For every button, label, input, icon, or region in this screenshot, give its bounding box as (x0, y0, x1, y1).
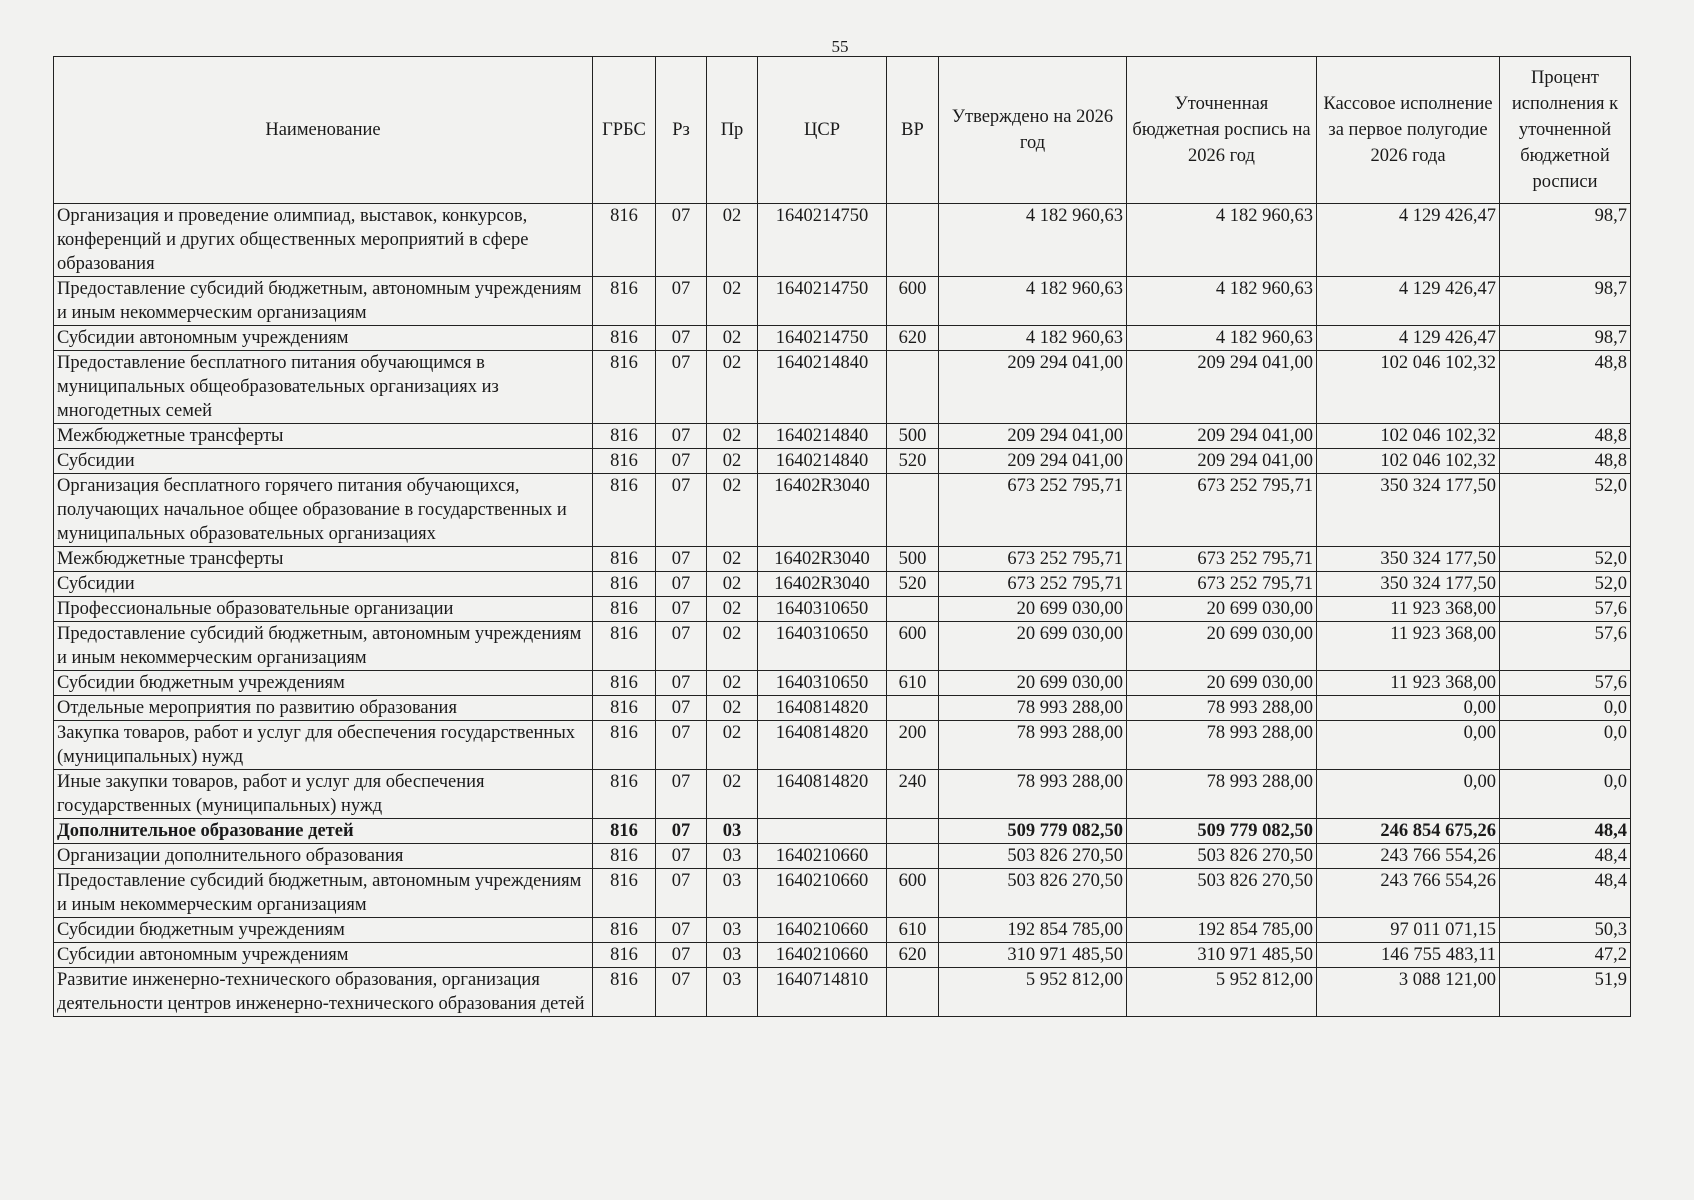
cell-pr: 02 (707, 424, 758, 449)
cell-executed: 350 324 177,50 (1317, 547, 1500, 572)
cell-percent: 50,3 (1500, 918, 1631, 943)
column-header-rz: Рз (656, 57, 707, 204)
cell-grbs: 816 (593, 819, 656, 844)
cell-grbs: 816 (593, 943, 656, 968)
column-header-csr: ЦСР (758, 57, 887, 204)
cell-executed: 243 766 554,26 (1317, 869, 1500, 918)
table-header-row (54, 57, 1631, 204)
table-row (54, 770, 1631, 819)
cell-csr: 1640310650 (758, 671, 887, 696)
cell-refined: 209 294 041,00 (1127, 449, 1317, 474)
cell-refined: 5 952 812,00 (1127, 968, 1317, 1017)
cell-vr: 620 (887, 943, 939, 968)
cell-executed: 0,00 (1317, 721, 1500, 770)
cell-refined: 673 252 795,71 (1127, 474, 1317, 547)
cell-vr: 520 (887, 449, 939, 474)
cell-name: Организация и проведение олимпиад, выставок, конкурсов, конференций и других общественных мероприятий в сфере образования (54, 204, 593, 277)
cell-executed: 4 129 426,47 (1317, 277, 1500, 326)
table-row (54, 597, 1631, 622)
cell-approved: 673 252 795,71 (939, 474, 1127, 547)
cell-rz: 07 (656, 424, 707, 449)
cell-approved: 192 854 785,00 (939, 918, 1127, 943)
cell-rz: 07 (656, 474, 707, 547)
table-row (54, 918, 1631, 943)
page-number: 55 (831, 37, 849, 56)
cell-executed: 102 046 102,32 (1317, 449, 1500, 474)
cell-name: Субсидии бюджетным учреждениям (54, 918, 593, 943)
cell-pr: 03 (707, 819, 758, 844)
cell-approved: 20 699 030,00 (939, 671, 1127, 696)
cell-executed: 3 088 121,00 (1317, 968, 1500, 1017)
cell-name: Предоставление субсидий бюджетным, автономным учреждениям и иным некоммерческим организациям (54, 277, 593, 326)
cell-rz: 07 (656, 326, 707, 351)
cell-grbs: 816 (593, 671, 656, 696)
cell-csr: 1640214840 (758, 424, 887, 449)
cell-vr: 600 (887, 277, 939, 326)
cell-grbs: 816 (593, 204, 656, 277)
cell-refined: 503 826 270,50 (1127, 844, 1317, 869)
cell-grbs: 816 (593, 844, 656, 869)
cell-refined: 209 294 041,00 (1127, 351, 1317, 424)
cell-rz: 07 (656, 671, 707, 696)
cell-grbs: 816 (593, 572, 656, 597)
cell-refined: 78 993 288,00 (1127, 770, 1317, 819)
cell-pr: 02 (707, 547, 758, 572)
cell-vr: 200 (887, 721, 939, 770)
cell-executed: 102 046 102,32 (1317, 351, 1500, 424)
cell-executed: 246 854 675,26 (1317, 819, 1500, 844)
cell-vr: 610 (887, 918, 939, 943)
cell-percent: 98,7 (1500, 204, 1631, 277)
table-row (54, 721, 1631, 770)
cell-rz: 07 (656, 277, 707, 326)
cell-grbs: 816 (593, 770, 656, 819)
cell-csr: 1640814820 (758, 696, 887, 721)
cell-percent: 98,7 (1500, 277, 1631, 326)
cell-csr: 1640814820 (758, 721, 887, 770)
cell-percent: 48,4 (1500, 869, 1631, 918)
cell-name: Субсидии (54, 572, 593, 597)
cell-executed: 4 129 426,47 (1317, 326, 1500, 351)
cell-percent: 0,0 (1500, 770, 1631, 819)
cell-executed: 11 923 368,00 (1317, 671, 1500, 696)
cell-pr: 03 (707, 968, 758, 1017)
cell-executed: 102 046 102,32 (1317, 424, 1500, 449)
cell-grbs: 816 (593, 622, 656, 671)
cell-grbs: 816 (593, 918, 656, 943)
cell-approved: 503 826 270,50 (939, 844, 1127, 869)
column-header-approved: Утверждено на 2026 год (939, 57, 1127, 204)
cell-grbs: 816 (593, 869, 656, 918)
table-row (54, 819, 1631, 844)
cell-approved: 4 182 960,63 (939, 204, 1127, 277)
column-header-refined: Уточненная бюджетная роспись на 2026 год (1127, 57, 1317, 204)
cell-name: Отдельные мероприятия по развитию образования (54, 696, 593, 721)
cell-csr: 16402R3040 (758, 572, 887, 597)
cell-name: Межбюджетные трансферты (54, 424, 593, 449)
cell-vr: 500 (887, 424, 939, 449)
cell-csr: 1640214750 (758, 277, 887, 326)
cell-pr: 02 (707, 671, 758, 696)
column-header-name: Наименование (54, 57, 593, 204)
table-row (54, 204, 1631, 277)
cell-executed: 350 324 177,50 (1317, 572, 1500, 597)
cell-name: Предоставление бесплатного питания обучающимся в муниципальных общеобразовательных организациях из многодетных семей (54, 351, 593, 424)
column-header-executed: Кассовое исполнение за первое полугодие 2026 года (1317, 57, 1500, 204)
cell-vr (887, 696, 939, 721)
cell-name: Субсидии автономным учреждениям (54, 326, 593, 351)
cell-rz: 07 (656, 351, 707, 424)
cell-name: Закупка товаров, работ и услуг для обеспечения государственных (муниципальных) нужд (54, 721, 593, 770)
cell-approved: 78 993 288,00 (939, 770, 1127, 819)
cell-name: Организация бесплатного горячего питания обучающихся, получающих начальное общее образование в государственных и муниципальных образовательных организациях (54, 474, 593, 547)
cell-name: Предоставление субсидий бюджетным, автономным учреждениям и иным некоммерческим организациям (54, 622, 593, 671)
cell-pr: 02 (707, 721, 758, 770)
cell-pr: 02 (707, 474, 758, 547)
cell-rz: 07 (656, 968, 707, 1017)
cell-percent: 48,4 (1500, 819, 1631, 844)
cell-approved: 209 294 041,00 (939, 449, 1127, 474)
cell-refined: 78 993 288,00 (1127, 721, 1317, 770)
cell-name: Организации дополнительного образования (54, 844, 593, 869)
cell-csr: 16402R3040 (758, 474, 887, 547)
cell-percent: 57,6 (1500, 622, 1631, 671)
cell-name: Развитие инженерно-технического образования, организация деятельности центров инженерно-технического образования детей (54, 968, 593, 1017)
cell-approved: 78 993 288,00 (939, 721, 1127, 770)
cell-csr: 1640214840 (758, 351, 887, 424)
cell-executed: 0,00 (1317, 770, 1500, 819)
cell-approved: 209 294 041,00 (939, 351, 1127, 424)
cell-approved: 209 294 041,00 (939, 424, 1127, 449)
cell-rz: 07 (656, 721, 707, 770)
cell-grbs: 816 (593, 597, 656, 622)
cell-approved: 4 182 960,63 (939, 277, 1127, 326)
cell-rz: 07 (656, 869, 707, 918)
cell-pr: 02 (707, 597, 758, 622)
table-row (54, 547, 1631, 572)
cell-csr (758, 819, 887, 844)
cell-csr: 1640210660 (758, 918, 887, 943)
cell-refined: 4 182 960,63 (1127, 277, 1317, 326)
cell-approved: 20 699 030,00 (939, 622, 1127, 671)
cell-grbs: 816 (593, 277, 656, 326)
cell-vr: 600 (887, 869, 939, 918)
cell-percent: 48,4 (1500, 844, 1631, 869)
cell-grbs: 816 (593, 721, 656, 770)
cell-pr: 02 (707, 622, 758, 671)
cell-refined: 673 252 795,71 (1127, 547, 1317, 572)
cell-refined: 209 294 041,00 (1127, 424, 1317, 449)
cell-csr: 1640714810 (758, 968, 887, 1017)
cell-vr (887, 351, 939, 424)
cell-vr: 500 (887, 547, 939, 572)
cell-name: Иные закупки товаров, работ и услуг для обеспечения государственных (муниципальных) нужд (54, 770, 593, 819)
cell-percent: 57,6 (1500, 671, 1631, 696)
cell-csr: 16402R3040 (758, 547, 887, 572)
cell-pr: 02 (707, 770, 758, 819)
cell-percent: 47,2 (1500, 943, 1631, 968)
table-row (54, 326, 1631, 351)
cell-pr: 02 (707, 449, 758, 474)
cell-refined: 503 826 270,50 (1127, 869, 1317, 918)
column-header-pr: Пр (707, 57, 758, 204)
cell-name: Субсидии бюджетным учреждениям (54, 671, 593, 696)
cell-name: Профессиональные образовательные организации (54, 597, 593, 622)
column-header-grbs: ГРБС (593, 57, 656, 204)
cell-executed: 4 129 426,47 (1317, 204, 1500, 277)
cell-approved: 310 971 485,50 (939, 943, 1127, 968)
cell-csr: 1640310650 (758, 622, 887, 671)
cell-grbs: 816 (593, 326, 656, 351)
cell-grbs: 816 (593, 696, 656, 721)
table-row (54, 671, 1631, 696)
cell-approved: 673 252 795,71 (939, 572, 1127, 597)
table-row (54, 869, 1631, 918)
cell-pr: 02 (707, 277, 758, 326)
cell-rz: 07 (656, 696, 707, 721)
cell-approved: 509 779 082,50 (939, 819, 1127, 844)
cell-pr: 03 (707, 869, 758, 918)
cell-percent: 51,9 (1500, 968, 1631, 1017)
cell-pr: 03 (707, 844, 758, 869)
cell-refined: 192 854 785,00 (1127, 918, 1317, 943)
cell-vr: 600 (887, 622, 939, 671)
table-row (54, 844, 1631, 869)
cell-percent: 98,7 (1500, 326, 1631, 351)
table-row (54, 696, 1631, 721)
table-row (54, 277, 1631, 326)
cell-refined: 509 779 082,50 (1127, 819, 1317, 844)
cell-percent: 0,0 (1500, 696, 1631, 721)
cell-pr: 02 (707, 572, 758, 597)
cell-grbs: 816 (593, 547, 656, 572)
cell-vr: 240 (887, 770, 939, 819)
cell-rz: 07 (656, 622, 707, 671)
cell-vr: 610 (887, 671, 939, 696)
cell-pr: 02 (707, 204, 758, 277)
cell-percent: 57,6 (1500, 597, 1631, 622)
table-row (54, 968, 1631, 1017)
cell-refined: 20 699 030,00 (1127, 597, 1317, 622)
cell-pr: 02 (707, 351, 758, 424)
cell-grbs: 816 (593, 449, 656, 474)
cell-refined: 4 182 960,63 (1127, 326, 1317, 351)
cell-grbs: 816 (593, 968, 656, 1017)
cell-executed: 350 324 177,50 (1317, 474, 1500, 547)
cell-percent: 52,0 (1500, 474, 1631, 547)
cell-csr: 1640310650 (758, 597, 887, 622)
cell-percent: 52,0 (1500, 572, 1631, 597)
cell-refined: 20 699 030,00 (1127, 671, 1317, 696)
cell-rz: 07 (656, 547, 707, 572)
budget-table (53, 56, 1631, 1017)
table-body (54, 204, 1631, 1017)
cell-vr (887, 597, 939, 622)
cell-refined: 310 971 485,50 (1127, 943, 1317, 968)
cell-vr (887, 204, 939, 277)
cell-rz: 07 (656, 844, 707, 869)
table-row (54, 449, 1631, 474)
cell-csr: 1640210660 (758, 844, 887, 869)
column-header-vr: ВР (887, 57, 939, 204)
cell-approved: 20 699 030,00 (939, 597, 1127, 622)
cell-csr: 1640814820 (758, 770, 887, 819)
cell-approved: 503 826 270,50 (939, 869, 1127, 918)
cell-percent: 52,0 (1500, 547, 1631, 572)
cell-refined: 78 993 288,00 (1127, 696, 1317, 721)
cell-rz: 07 (656, 204, 707, 277)
column-header-percent: Процент исполнения к уточненной бюджетной росписи (1500, 57, 1631, 204)
cell-name: Субсидии (54, 449, 593, 474)
cell-vr (887, 844, 939, 869)
cell-executed: 11 923 368,00 (1317, 597, 1500, 622)
cell-vr: 520 (887, 572, 939, 597)
cell-pr: 03 (707, 943, 758, 968)
cell-rz: 07 (656, 943, 707, 968)
cell-csr: 1640214840 (758, 449, 887, 474)
cell-pr: 02 (707, 326, 758, 351)
cell-csr: 1640210660 (758, 869, 887, 918)
cell-grbs: 816 (593, 424, 656, 449)
cell-rz: 07 (656, 597, 707, 622)
cell-vr (887, 474, 939, 547)
cell-name: Предоставление субсидий бюджетным, автономным учреждениям и иным некоммерческим организациям (54, 869, 593, 918)
cell-grbs: 816 (593, 474, 656, 547)
cell-percent: 0,0 (1500, 721, 1631, 770)
cell-rz: 07 (656, 449, 707, 474)
cell-percent: 48,8 (1500, 449, 1631, 474)
table-row (54, 943, 1631, 968)
cell-approved: 5 952 812,00 (939, 968, 1127, 1017)
table-row (54, 572, 1631, 597)
cell-approved: 78 993 288,00 (939, 696, 1127, 721)
cell-rz: 07 (656, 918, 707, 943)
table-row (54, 474, 1631, 547)
cell-grbs: 816 (593, 351, 656, 424)
cell-executed: 243 766 554,26 (1317, 844, 1500, 869)
cell-rz: 07 (656, 572, 707, 597)
cell-name: Межбюджетные трансферты (54, 547, 593, 572)
cell-executed: 0,00 (1317, 696, 1500, 721)
cell-rz: 07 (656, 819, 707, 844)
cell-vr (887, 968, 939, 1017)
cell-approved: 673 252 795,71 (939, 547, 1127, 572)
cell-approved: 4 182 960,63 (939, 326, 1127, 351)
cell-vr: 620 (887, 326, 939, 351)
cell-rz: 07 (656, 770, 707, 819)
table-row (54, 622, 1631, 671)
cell-name: Субсидии автономным учреждениям (54, 943, 593, 968)
cell-executed: 146 755 483,11 (1317, 943, 1500, 968)
cell-percent: 48,8 (1500, 351, 1631, 424)
cell-refined: 4 182 960,63 (1127, 204, 1317, 277)
cell-vr (887, 819, 939, 844)
cell-executed: 97 011 071,15 (1317, 918, 1500, 943)
cell-csr: 1640210660 (758, 943, 887, 968)
cell-csr: 1640214750 (758, 326, 887, 351)
cell-percent: 48,8 (1500, 424, 1631, 449)
cell-csr: 1640214750 (758, 204, 887, 277)
cell-refined: 20 699 030,00 (1127, 622, 1317, 671)
table-row (54, 351, 1631, 424)
cell-refined: 673 252 795,71 (1127, 572, 1317, 597)
cell-name: Дополнительное образование детей (54, 819, 593, 844)
cell-pr: 02 (707, 696, 758, 721)
cell-pr: 03 (707, 918, 758, 943)
table-row (54, 424, 1631, 449)
cell-executed: 11 923 368,00 (1317, 622, 1500, 671)
